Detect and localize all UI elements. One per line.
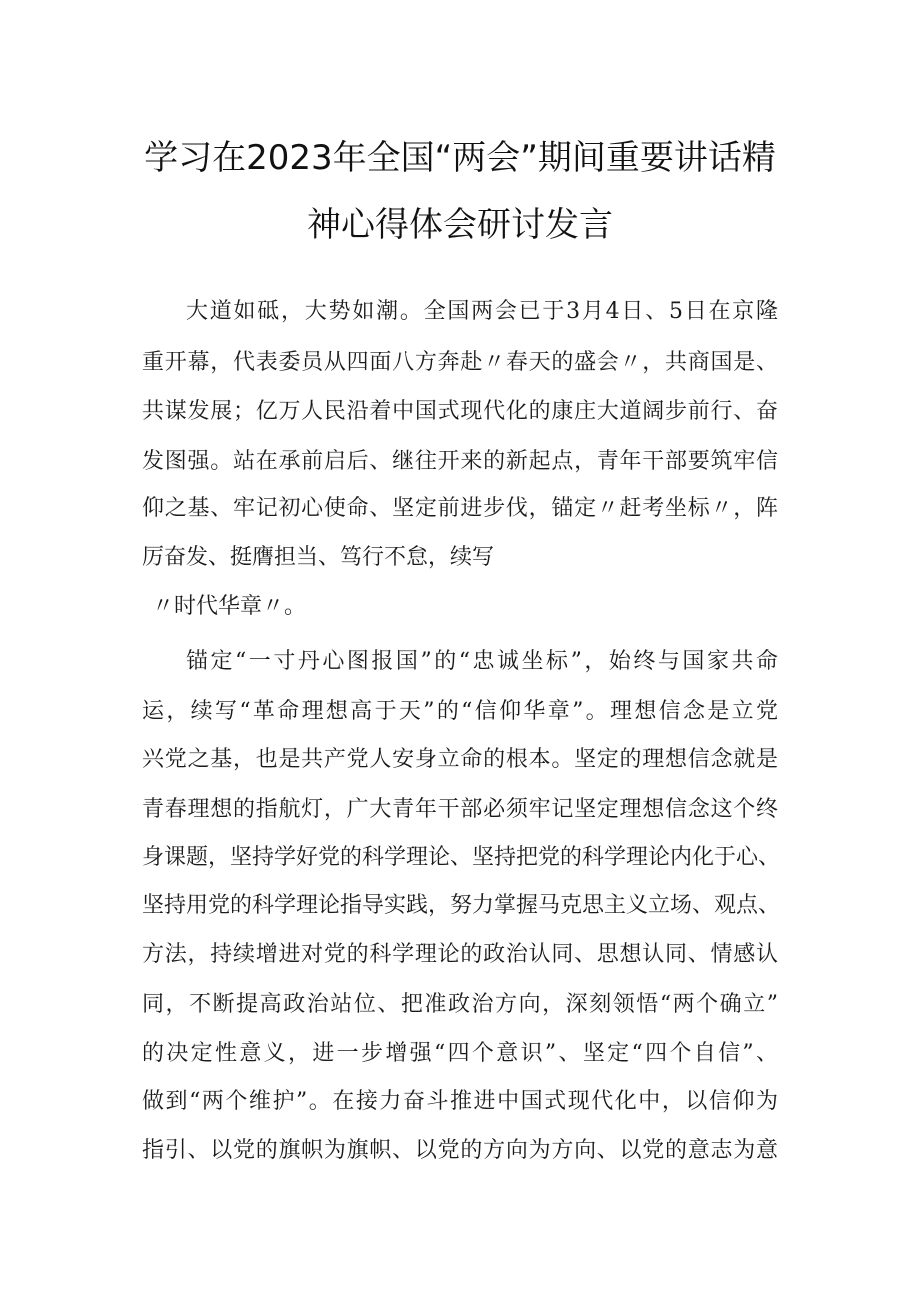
document-title-line-1: 学习在2023年全国“两会”期间重要讲话精 [144,138,776,178]
paragraph-2-line-6: 坚持用党的科学理论指导实践，努力掌握马克思主义立场、观点、 [142,893,781,918]
paragraph-2-line-1: 锚定“一寸丹心图报国”的“忠诚坐标”，始终与国家共命 [186,649,778,674]
paragraph-1-line-2: 重开幕，代表委员从四面八方奔赴〃春天的盛会〃，共商国是、 [142,350,778,375]
paragraph-2-line-10: 做到“两个维护”。在接力奋斗推进中国式现代化中，以信仰为 [142,1089,778,1114]
paragraph-2-line-2: 运，续写“革命理想高于天”的“信仰华章”。理想信念是立党 [142,699,778,724]
paragraph-1-line-5: 仰之基、牢记初心使命、坚定前进步伐，锚定〃赶考坐标〃，阵 [142,496,778,521]
paragraph-2-line-8: 同，不断提高政治站位、把准政治方向，深刻领悟“两个确立” [142,992,778,1017]
paragraph-1-line-4: 发图强。站在承前启后、继往开来的新起点，青年干部要筑牢信 [142,449,778,474]
paragraph-2-line-11: 指引、以党的旗帜为旗帜、以党的方向为方向、以党的意志为意 [142,1138,778,1163]
paragraph-2-line-3: 兴党之基，也是共产党人安身立命的根本。坚定的理想信念就是 [142,747,778,772]
paragraph-2-line-4: 青春理想的指航灯，广大青年干部必须牢记坚定理想信念这个终 [142,797,778,822]
paragraph-1-line-3: 共谋发展；亿万人民沿着中国式现代化的康庄大道阔步前行、奋 [142,399,778,424]
paragraph-1-line-6: 厉奋发、挺膺担当、笃行不怠，续写 [142,545,495,570]
paragraph-1-line-7: 〃时代华章〃。 [152,594,307,619]
paragraph-2-line-9: 的决定性意义，进一步增强“四个意识”、坚定“四个自信”、 [142,1041,778,1066]
paragraph-2-line-5: 身课题，坚持学好党的科学理论、坚持把党的科学理论内化于心、 [142,845,781,870]
paragraph-2-line-7: 方法，持续增进对党的科学理论的政治认同、思想认同、情感认 [142,942,778,967]
paragraph-1-line-1: 大道如砥，大势如潮。全国两会已于3月4日、5日在京隆 [186,299,778,324]
document-title-line-2: 神心得体会研讨发言 [307,205,613,245]
